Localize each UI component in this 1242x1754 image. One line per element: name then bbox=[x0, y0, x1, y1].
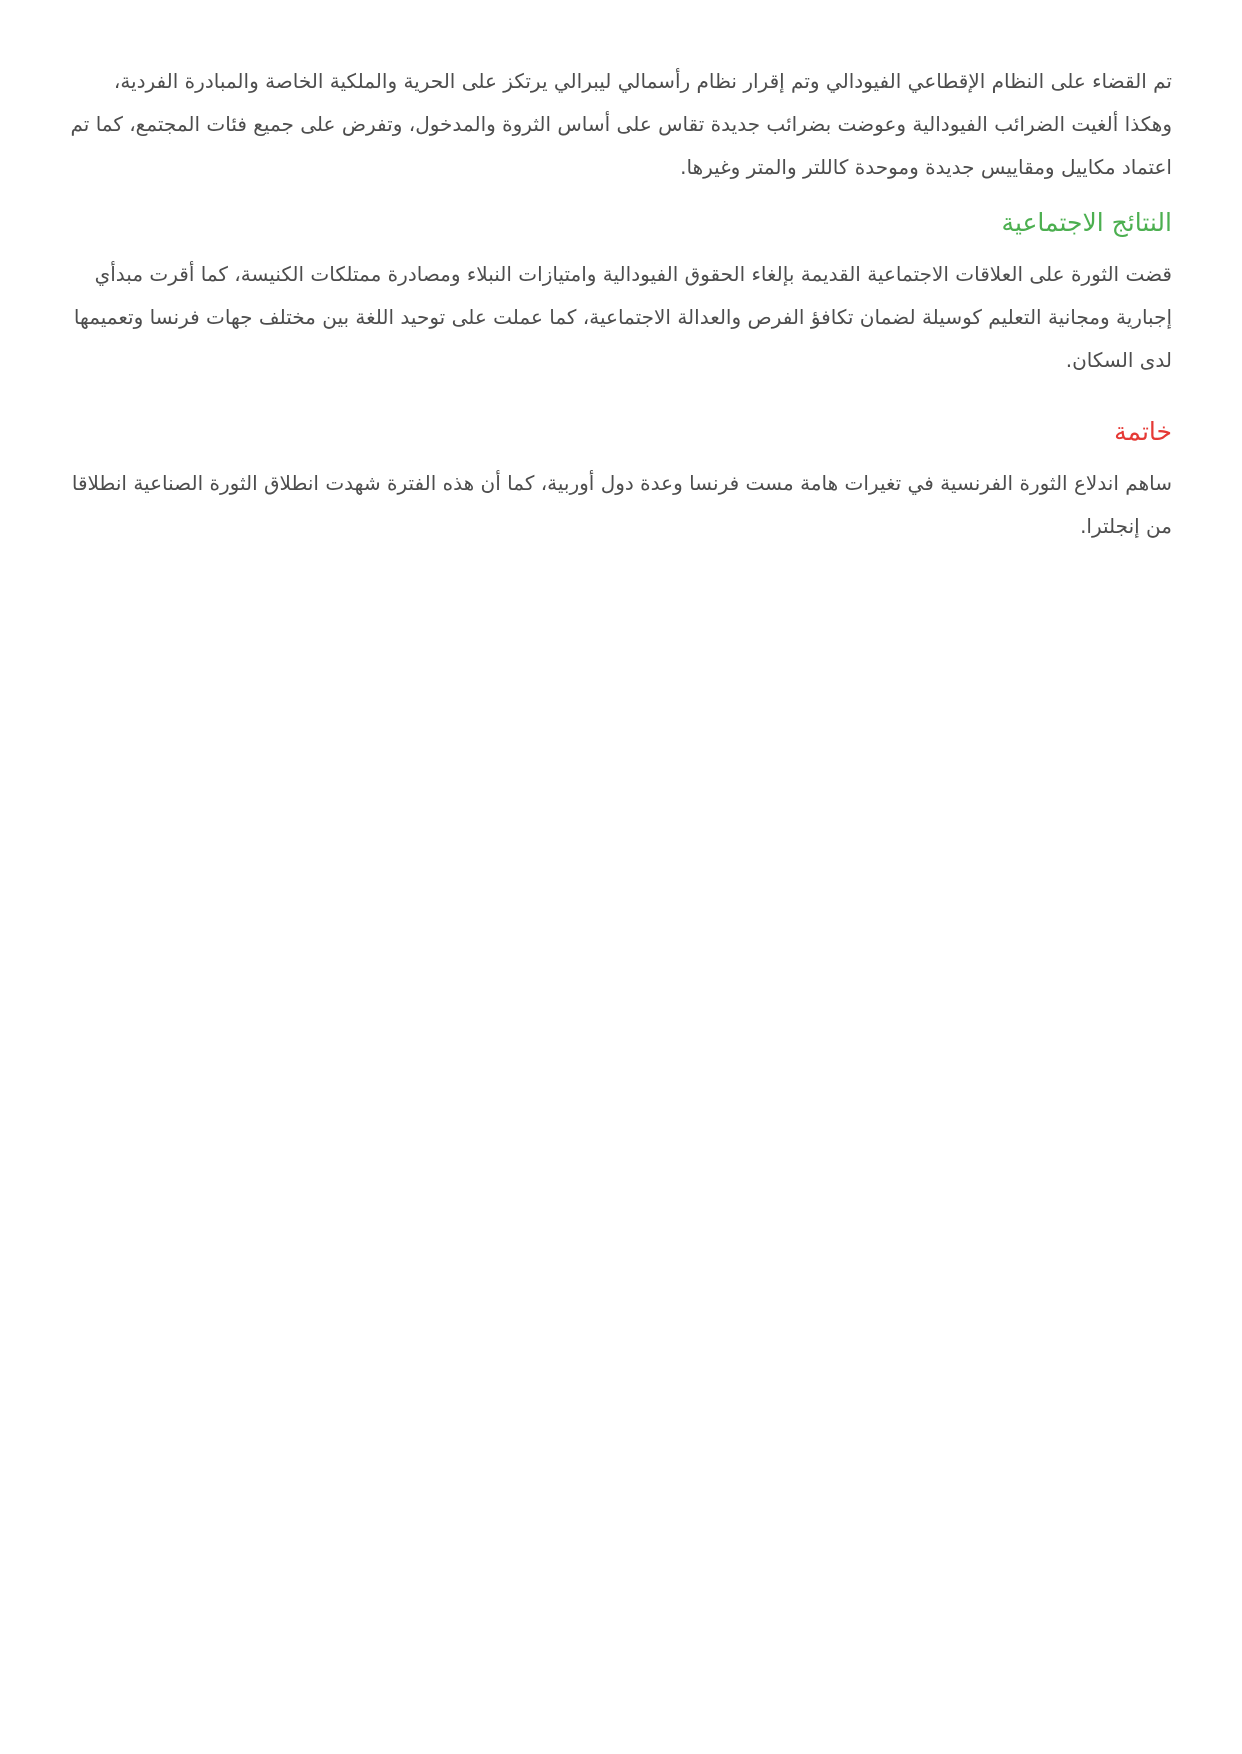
conclusion-paragraph: ساهم اندلاع الثورة الفرنسية في تغيرات هامة مست فرنسا وعدة دول أوربية، كما أن هذه الفترة شهدت انطلاق الثورة الصناعية انطلاقا من إنجلترا. bbox=[71, 471, 1172, 538]
social-results-paragraph: قضت الثورة على العلاقات الاجتماعية القديمة بإلغاء الحقوق الفيودالية وامتيازات النبلاء ومصادرة ممتلكات الكنيسة، كما أقرت مبدأي إجبارية ومجانية التعليم كوسيلة لضمان تكافؤ الفرص والعدالة الاجتماعية، كما عملت على توحيد اللغة بين مختلف جهات فرنسا وتعميمها لدى السكان. bbox=[73, 262, 1172, 372]
document-body bbox=[70, 60, 1172, 548]
social-results-heading: النتائج الاجتماعية bbox=[1001, 208, 1172, 237]
economic-results-paragraph: تم القضاء على النظام الإقطاعي الفيودالي وتم إقرار نظام رأسمالي ليبرالي يرتكز على الحرية والملكية الخاصة والمبادرة الفردية، وهكذا ألغيت الضرائب الفيودالية وعوضت بضرائب جديدة تقاس على أساس الثروة والمدخول، وتفرض على جميع فئات المجتمع، كما تم اعتماد مكاييل ومقاييس جديدة وموحدة كاللتر والمتر وغيرها. bbox=[70, 69, 1172, 179]
conclusion-heading: خاتمة bbox=[1114, 417, 1172, 446]
